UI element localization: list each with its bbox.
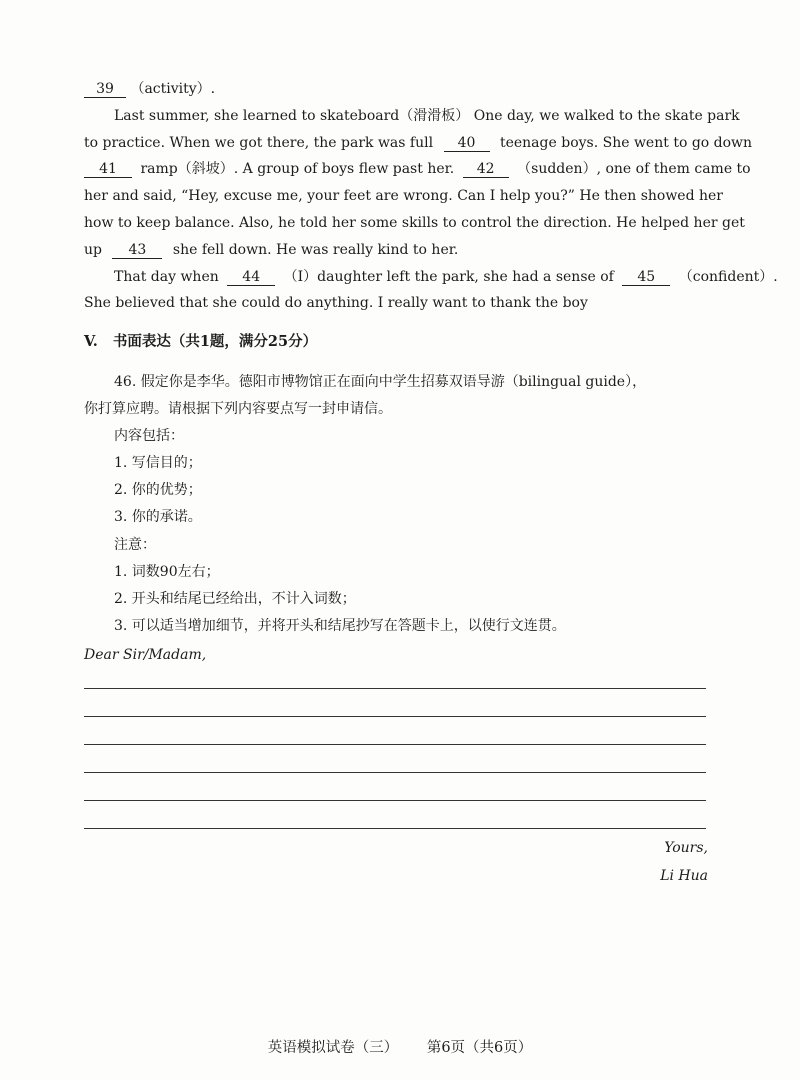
task-line-1: 46. 假定你是李华。德阳市博物馆正在面向中学生招募双语导游（bilingual guide）， <box>114 374 647 390</box>
passage-line-8 <box>114 267 778 287</box>
passage-line-6: how to keep balance. Also, he told her some skills to control the direction. He helped her get <box>84 215 745 231</box>
writing-line-6[interactable] <box>84 828 706 829</box>
blank-43: 43 <box>112 242 162 259</box>
note-1: 1. 词数90左右； <box>114 564 220 580</box>
passage-line-2: Last summer, she learned to skateboard（滑滑板） One day, we walked to the skate park <box>114 108 740 124</box>
note-3: 3. 可以适当增加细节，并将开头和结尾抄写在答题卡上，以使行文连贯。 <box>114 618 566 634</box>
blank-44: 44 <box>227 269 275 286</box>
letter-signature: Li Hua <box>660 868 708 884</box>
letter-closing: Yours, <box>664 840 708 856</box>
passage-line-4 <box>84 159 751 179</box>
content-point-1: 1. 写信目的； <box>114 455 202 471</box>
passage-text: （confident）. <box>678 269 778 285</box>
hint-activity: （activity）. <box>130 81 216 97</box>
passage-line-1 <box>84 79 800 99</box>
content-label: 内容包括： <box>114 428 184 444</box>
passage-text: up <box>84 242 102 258</box>
passage-text: teenage boys. She went to go down <box>499 135 753 151</box>
passage-text: ramp（斜坡）. A group of boys flew past her. <box>140 161 455 177</box>
blank-42: 42 <box>463 161 509 178</box>
page-footer <box>0 1036 800 1057</box>
writing-line-5[interactable] <box>84 800 706 801</box>
task-line-2: 你打算应聘。请根据下列内容要点写一封申请信。 <box>84 401 392 417</box>
notes-label: 注意： <box>114 537 156 553</box>
section-title: 书面表达（共1题，满分25分） <box>112 333 318 350</box>
writing-line-2[interactable] <box>84 716 706 717</box>
passage-text: （I）daughter left the park, she had a sense of <box>283 269 614 285</box>
passage-line-9: She believed that she could do anything. I really want to thank the boy <box>84 295 588 311</box>
footer-exam-title: 英语模拟试卷（三） <box>267 1040 399 1056</box>
content-point-2: 2. 你的优势； <box>114 482 202 498</box>
footer-page-number: 第6页（共6页） <box>426 1040 533 1056</box>
writing-line-1[interactable] <box>84 688 706 689</box>
blank-39: 39 <box>84 81 126 98</box>
note-2: 2. 开头和结尾已经给出，不计入词数； <box>114 591 356 607</box>
passage-line-7 <box>84 240 800 260</box>
writing-line-3[interactable] <box>84 744 706 745</box>
section-number: V. <box>84 333 98 350</box>
passage-line-5: her and said, “Hey, excuse me, your feet are wrong. Can I help you?” He then showed her <box>84 188 724 204</box>
blank-41: 41 <box>84 161 132 178</box>
blank-40: 40 <box>444 135 490 152</box>
passage-text: （sudden）, one of them came to <box>517 161 751 177</box>
passage-text: That day when <box>114 269 219 285</box>
passage-text: she fell down. He was really kind to her. <box>172 242 459 258</box>
blank-45: 45 <box>622 269 670 286</box>
writing-line-4[interactable] <box>84 772 706 773</box>
passage-text: to practice. When we got there, the park was full <box>84 135 434 151</box>
letter-greeting: Dear Sir/Madam, <box>84 647 207 663</box>
content-point-3: 3. 你的承诺。 <box>114 509 202 525</box>
section-heading <box>84 332 800 352</box>
passage-line-3 <box>84 133 753 153</box>
